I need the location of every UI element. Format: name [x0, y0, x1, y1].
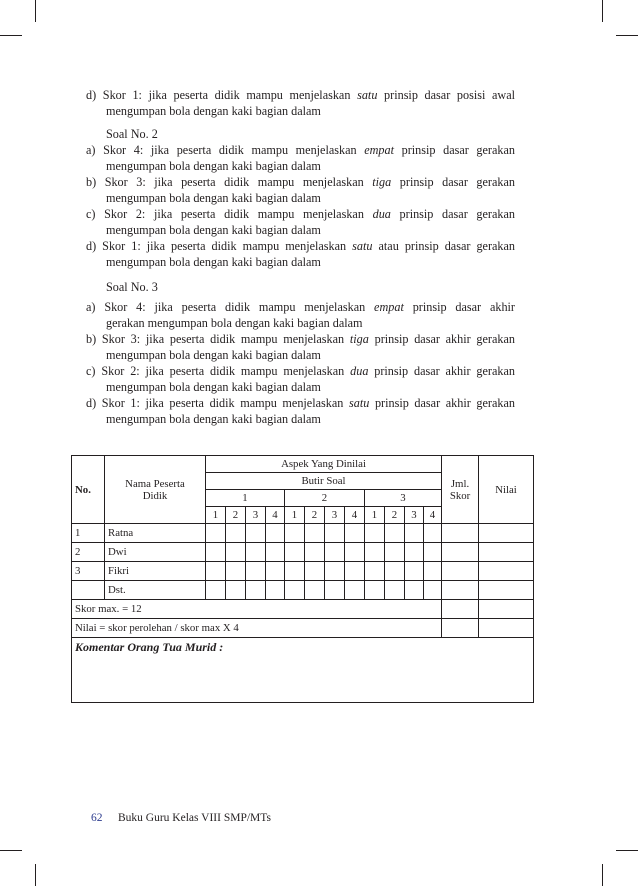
score-cell	[385, 581, 405, 600]
score-cell	[479, 524, 534, 543]
footer-title: Buku Guru Kelas VIII SMP/MTs	[118, 812, 271, 824]
score-cell	[246, 562, 266, 581]
score-cell	[325, 581, 345, 600]
text-line: c) Skor 2: jika peserta didik mampu menjelaskan dua prinsip dasar akhir gerakan	[86, 364, 515, 378]
text-line: b) Skor 3: jika peserta didik mampu menjelaskan tiga prinsip dasar gerakan	[86, 175, 515, 189]
sub-header: 3	[325, 507, 345, 524]
text-line: Soal No. 2	[106, 127, 158, 141]
group-header: 2	[285, 490, 365, 507]
score-cell	[365, 543, 385, 562]
score-cell	[285, 524, 305, 543]
score-cell	[345, 581, 365, 600]
text-line: mengumpan bola dengan kaki bagian dalam	[106, 380, 321, 394]
text-line: a) Skor 4: jika peserta didik mampu menjelaskan empat prinsip dasar akhir	[86, 300, 515, 314]
score-cell	[305, 543, 325, 562]
butir-header: Butir Soal	[206, 473, 442, 490]
score-cell	[226, 524, 246, 543]
score-cell	[226, 543, 246, 562]
page-number: 62	[91, 812, 103, 824]
score-cell	[405, 543, 424, 562]
score-cell	[385, 524, 405, 543]
text-line: gerakan mengumpan bola dengan kaki bagian dalam	[106, 316, 363, 330]
score-cell	[305, 562, 325, 581]
student-name: Dst.	[105, 581, 206, 600]
score-cell	[325, 543, 345, 562]
text-line: d) Skor 1: jika peserta didik mampu menjelaskan satu prinsip dasar posisi awal	[86, 88, 515, 102]
sub-header: 3	[246, 507, 266, 524]
score-cell	[442, 524, 479, 543]
score-cell	[285, 581, 305, 600]
score-cell	[206, 524, 226, 543]
score-cell	[424, 581, 442, 600]
student-name: Ratna	[105, 524, 206, 543]
crop-mark	[616, 35, 638, 36]
score-cell	[442, 543, 479, 562]
row-number	[72, 581, 105, 600]
table-cell	[479, 619, 534, 638]
crop-mark	[616, 850, 638, 851]
text-line: mengumpan bola dengan kaki bagian dalam	[106, 191, 321, 205]
score-cell	[266, 524, 285, 543]
col-no-header: No.	[72, 456, 105, 524]
score-cell	[385, 562, 405, 581]
score-cell	[226, 562, 246, 581]
score-cell	[345, 562, 365, 581]
text-line: c) Skor 2: jika peserta didik mampu menjelaskan dua prinsip dasar gerakan	[86, 207, 515, 221]
text-line: a) Skor 4: jika peserta didik mampu menjelaskan empat prinsip dasar gerakan	[86, 143, 515, 157]
score-cell	[479, 581, 534, 600]
score-cell	[405, 581, 424, 600]
score-cell	[325, 562, 345, 581]
table-row	[72, 562, 534, 581]
score-cell	[479, 562, 534, 581]
crop-mark	[35, 0, 36, 22]
sub-header: 1	[365, 507, 385, 524]
crop-mark	[0, 850, 22, 851]
row-number: 2	[72, 543, 105, 562]
crop-mark	[602, 0, 603, 22]
sub-header: 3	[405, 507, 424, 524]
score-cell	[424, 524, 442, 543]
score-cell	[442, 562, 479, 581]
table-cell	[442, 619, 479, 638]
score-cell	[325, 524, 345, 543]
text-line: mengumpan bola dengan kaki bagian dalam	[106, 255, 321, 269]
student-name: Dwi	[105, 543, 206, 562]
sub-header: 2	[226, 507, 246, 524]
score-cell	[246, 543, 266, 562]
score-cell	[266, 581, 285, 600]
row-number: 1	[72, 524, 105, 543]
table-row	[72, 543, 534, 562]
score-cell	[405, 524, 424, 543]
sub-header: 2	[305, 507, 325, 524]
score-cell	[385, 543, 405, 562]
crop-mark	[602, 864, 603, 886]
sub-header: 4	[266, 507, 285, 524]
score-cell	[424, 562, 442, 581]
text-line: mengumpan bola dengan kaki bagian dalam	[106, 412, 321, 426]
score-cell	[442, 581, 479, 600]
aspek-header: Aspek Yang Dinilai	[206, 456, 442, 473]
score-cell	[246, 524, 266, 543]
nilai-formula-row: Nilai = skor perolehan / skor max X 4	[72, 619, 442, 638]
score-cell	[305, 524, 325, 543]
sub-header: 4	[345, 507, 365, 524]
score-cell	[285, 562, 305, 581]
text-line: mengumpan bola dengan kaki bagian dalam	[106, 223, 321, 237]
score-cell	[266, 562, 285, 581]
score-cell	[479, 543, 534, 562]
group-header: 1	[206, 490, 285, 507]
text-line: d) Skor 1: jika peserta didik mampu menjelaskan satu prinsip dasar akhir gerakan	[86, 396, 515, 410]
crop-mark	[35, 864, 36, 886]
score-cell	[206, 562, 226, 581]
sub-header: 1	[206, 507, 226, 524]
sub-header: 1	[285, 507, 305, 524]
score-cell	[365, 562, 385, 581]
text-line: mengumpan bola dengan kaki bagian dalam	[106, 104, 321, 118]
score-cell	[305, 581, 325, 600]
col-jml-header: Jml. Skor	[442, 456, 479, 524]
score-cell	[246, 581, 266, 600]
score-cell	[226, 581, 246, 600]
table-cell	[442, 600, 479, 619]
score-cell	[424, 543, 442, 562]
assessment-table	[71, 455, 534, 703]
row-number: 3	[72, 562, 105, 581]
sub-header: 4	[424, 507, 442, 524]
score-cell	[285, 543, 305, 562]
text-line: b) Skor 3: jika peserta didik mampu menjelaskan tiga prinsip dasar akhir gerakan	[86, 332, 515, 346]
score-cell	[345, 543, 365, 562]
score-cell	[266, 543, 285, 562]
table-row	[72, 581, 534, 600]
table-cell	[479, 600, 534, 619]
student-name: Fikri	[105, 562, 206, 581]
crop-mark	[0, 35, 22, 36]
group-header: 3	[365, 490, 442, 507]
text-line: mengumpan bola dengan kaki bagian dalam	[106, 348, 321, 362]
text-line: d) Skor 1: jika peserta didik mampu menjelaskan satu atau prinsip dasar gerakan	[86, 239, 515, 253]
komentar-row: Komentar Orang Tua Murid :	[72, 638, 534, 703]
col-nama-header: Nama Peserta Didik	[105, 456, 206, 524]
score-cell	[206, 543, 226, 562]
text-line: mengumpan bola dengan kaki bagian dalam	[106, 159, 321, 173]
sub-header: 2	[385, 507, 405, 524]
score-cell	[365, 524, 385, 543]
score-cell	[365, 581, 385, 600]
col-nilai-header: Nilai	[479, 456, 534, 524]
table-row	[72, 524, 534, 543]
skor-max-row: Skor max. = 12	[72, 600, 442, 619]
score-cell	[206, 581, 226, 600]
score-cell	[405, 562, 424, 581]
text-line: Soal No. 3	[106, 280, 158, 294]
score-cell	[345, 524, 365, 543]
